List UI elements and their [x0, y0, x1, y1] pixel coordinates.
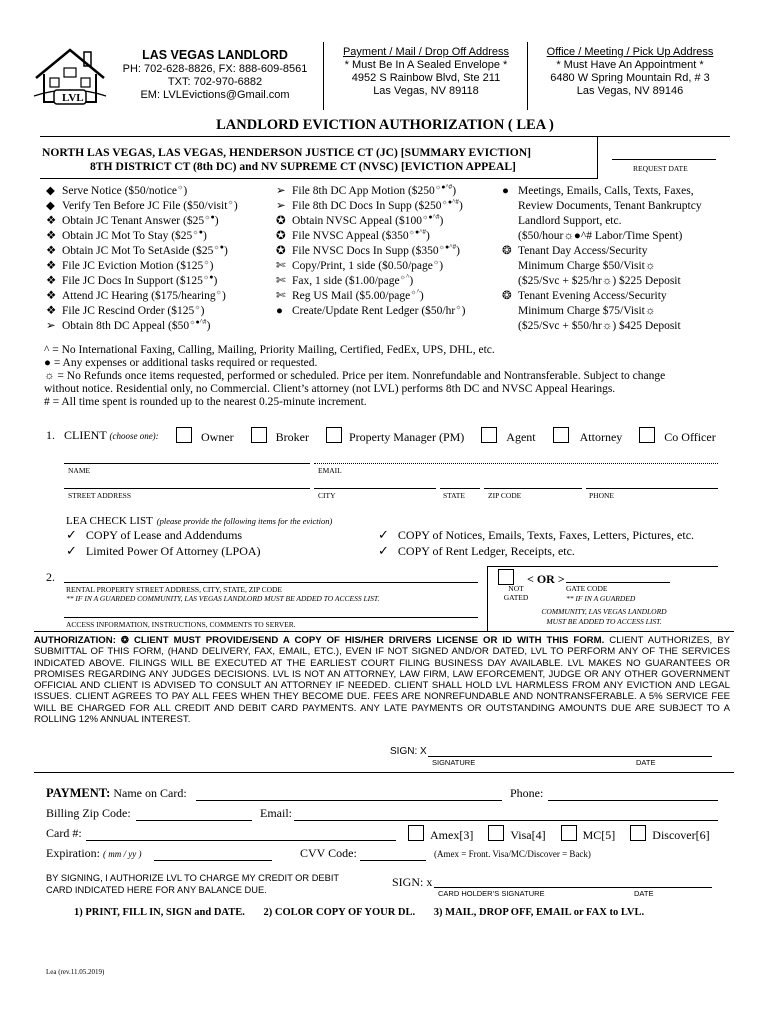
not-gated-label: NOT GATED [503, 584, 529, 602]
company-txt: TXT: 702-970-6882 [167, 76, 263, 88]
service-label: File NVSC Appeal ($350 [292, 230, 409, 242]
attorney-option-label: Attorney [579, 430, 623, 444]
card-signature-field[interactable] [434, 887, 620, 888]
bullet-icon: ❖ [46, 290, 57, 302]
payment-phone-field[interactable] [548, 800, 718, 801]
pm-option-label: Property Manager (PM) [348, 430, 465, 444]
bullet-icon: ✪ [276, 215, 286, 227]
note-no-refunds: ☼ = No Refunds once items requested, performed or scheduled. Price per item. Nonrefundable and Nontransferable. Subject to change [44, 370, 666, 382]
service-close-paren: ) [409, 275, 414, 287]
service-label: Verify Ten Before JC File ($50/visit [62, 200, 228, 212]
service-close-paren: ) [458, 200, 463, 212]
service-label: Landlord Support, etc. [518, 215, 622, 227]
service-item [502, 184, 702, 199]
amex-label: Amex[3] [430, 828, 474, 842]
authorization-lead: AUTHORIZATION: [34, 635, 116, 646]
street-label: STREET ADDRESS [68, 491, 131, 500]
payment-address-line1: 4952 S Rainbow Blvd, Ste 211 [351, 72, 501, 84]
payment-email-label: Email: [260, 806, 292, 820]
access-info-label: ACCESS INFORMATION, INSTRUCTIONS, COMMENTS TO SERVER. [66, 620, 296, 629]
name-on-card-field[interactable] [196, 800, 502, 801]
request-date-label: REQUEST DATE [633, 164, 688, 173]
bullet-icon: ❖ [46, 260, 57, 272]
service-item [276, 259, 465, 274]
service-label: Obtain 8th DC Appeal ($50 [62, 320, 190, 332]
service-item [276, 229, 465, 244]
company-phone: PH: 702-628-8826, FX: 888-609-8561 [122, 63, 308, 75]
service-item [46, 214, 238, 229]
bullet-icon: ❂ [502, 245, 512, 257]
service-close-paren: ) [222, 290, 226, 302]
expiration-format: ( mm / yy ) [103, 849, 142, 859]
payment-address-line2: Las Vegas, NV 89118 [373, 85, 479, 97]
company-name: LAS VEGAS LANDLORD [142, 48, 288, 62]
cvv-field[interactable] [360, 860, 426, 861]
service-label: File JC Docs In Support ($125 [62, 275, 203, 287]
service-footnote-marks: ☼● [213, 243, 225, 252]
note-international: ^ = No International Faxing, Calling, Mailing, Priority Mailing, Certified, FedEx, UPS, DHL, etc. [44, 344, 495, 356]
bullet-icon: ➢ [276, 185, 286, 197]
phone-label-payment: Phone: [510, 786, 544, 800]
co-officer-option[interactable] [639, 430, 715, 444]
service-close-paren: ) [439, 215, 444, 227]
billing-zip-field[interactable] [136, 820, 252, 821]
court-line-2 [90, 160, 516, 173]
service-footnote-marks: ☼ [176, 183, 184, 192]
service-label: Attend JC Hearing ($175/hearing [62, 290, 216, 302]
discover-label: Discover[6] [652, 828, 710, 842]
service-close-paren: ) [206, 320, 211, 332]
state-field[interactable] [440, 488, 480, 489]
service-label: Obtain JC Mot To SetAside ($25 [62, 245, 214, 257]
check-icon: ✓ [378, 527, 389, 542]
header-divider-2 [527, 42, 528, 110]
service-footnote-marks: ☼● [204, 213, 215, 222]
card-auth-text-1: BY SIGNING, I AUTHORIZE LVL TO CHARGE MY CREDIT OR DEBIT [46, 873, 340, 883]
service-item [46, 244, 238, 259]
service-item [502, 199, 702, 214]
service-label: Minimum Charge $50/Visit☼ [518, 260, 656, 272]
services-column-3 [502, 184, 702, 334]
service-item [502, 244, 702, 259]
service-close-paren: ) [426, 230, 430, 242]
service-label: Meetings, Emails, Calls, Texts, Faxes, [518, 185, 694, 197]
service-footnote-marks: ☼●^# [422, 213, 440, 222]
agent-checkbox[interactable] [481, 427, 497, 443]
service-close-paren: ) [456, 245, 460, 257]
bullet-icon: ❖ [46, 230, 57, 242]
service-footnote-marks: ☼● [192, 228, 203, 237]
checklist-item-lease: COPY of Lease and Addendums [85, 528, 243, 542]
bullet-icon: ➢ [46, 320, 56, 332]
bullet-icon: ➢ [276, 200, 286, 212]
phone-label: PHONE [589, 491, 615, 500]
service-label: Obtain NVSC Appeal ($100 [292, 215, 423, 227]
co-officer-option-label: Co Officer [664, 430, 716, 444]
bullet-icon: ❖ [46, 275, 57, 287]
court-line-2-text: 8TH DISTRICT CT (8th DC) and NV SUPREME CT (NVSC) [EVICTION APPEAL] [90, 160, 516, 173]
service-footnote-marks: ☼^ [399, 273, 410, 282]
service-footnote-marks: ☼●^# [189, 318, 207, 327]
services-column-2 [276, 184, 465, 319]
service-label: File 8th DC Docs In Supp ($250 [292, 200, 442, 212]
service-label: File JC Rescind Order ($125 [62, 305, 195, 317]
city-field[interactable] [314, 488, 436, 489]
service-item [502, 229, 702, 244]
service-label: ($25/Svc + $50/hr☼) $425 Deposit [518, 320, 681, 332]
service-footnote-marks: ☼● [202, 273, 214, 282]
if-guarded-note: ** IF IN A GUARDED [566, 594, 636, 603]
payment-rule [34, 772, 734, 773]
pm-option[interactable] [326, 430, 464, 444]
card-date-field[interactable] [620, 887, 712, 888]
note-rounding: # = All time spent is rounded up to the nearest 0.25-minute increment. [44, 396, 367, 408]
service-item [46, 259, 238, 274]
cvv-label: CVV Code: [300, 846, 357, 860]
service-item [46, 274, 238, 289]
payment-address-note: * Must Be In A Sealed Envelope * [344, 59, 508, 71]
service-footnote-marks: ☼●^# [434, 183, 453, 192]
service-item [276, 274, 465, 289]
or-label: < OR > [527, 572, 565, 586]
phone-field[interactable] [586, 488, 718, 489]
bullet-icon: ❂ [502, 290, 512, 302]
service-footnote-marks: ☼●^# [441, 198, 459, 207]
bullet-icon: ❖ [46, 215, 57, 227]
auth-signature-label: SIGNATURE [432, 758, 476, 767]
service-item [276, 289, 465, 304]
checklist-item-notices: COPY of Notices, Emails, Texts, Faxes, Letters, Pictures, etc. [397, 528, 695, 542]
bullet-icon: ✄ [276, 260, 286, 272]
client-options [176, 427, 716, 445]
cvv-note: (Amex = Front. Visa/MC/Discover = Back) [434, 849, 591, 859]
checklist-item-ledger: COPY of Rent Ledger, Receipts, etc. [397, 544, 575, 558]
form-title: LANDLORD EVICTION AUTHORIZATION ( LEA ) [216, 117, 554, 133]
authorization-body: CLIENT AUTHORIZES, BY SUBMITTAL OF THIS FORM, (HAND DELIVERY, FAX, EMAIL, ETC.), EVEN IF NOT SIGNED AND/OR DATED, LVL TO PERFORM ANY OF THE SERVICES INDICATED ABOVE. FILINGS WILL BE EXECUTED AT THE EARLIEST COURT FILING BUSINESS DAY AVAILABLE. LVL MAKES NO GUARANTEES OR PROMISES REGARDING ANY JUDGES DECISIONS. LVL IS NOT AN ATTORNEY, LAW FIRM, LAW EFORCEMENT, JUDGE OR ANY OTHER GOVERNMENT OFFICIAL AND CLIENT IS ADVISED TO CONSULT AN ATTORNEY IF NEEDED. CLIENT SHALL HOLD LVL HARMLESS FROM ANY EVICTION AND LEGAL ISSUES. CLIENT AGREES TO PAY ALL FEES WHEN THEY BECOME DUE. FEES ARE NONREFUNDABLE AND NONTRANSFERABLE. A 5% SERVICE FEE WILL BE CHARGED FOR ALL CREDIT AND DEBIT CARD PAYMENTS. ANY LATE PAYMENTS OR OUTSTANDING AMOUNTS DUE ARE SUBJECT TO A ROLLING 12% ANNUAL INTEREST. [34, 635, 731, 726]
bullet-icon: ✄ [276, 275, 286, 287]
service-close-paren: ) [214, 215, 219, 227]
court-box-divider [597, 137, 598, 179]
office-address-line2: Las Vegas, NV 89146 [576, 85, 684, 97]
visa-option[interactable] [488, 828, 545, 842]
guarded-note: ** IF IN A GUARDED COMMUNITY, LAS VEGAS LANDLORD MUST BE ADDED TO ACCESS LIST. [66, 594, 380, 603]
visa-checkbox[interactable] [488, 825, 504, 841]
owner-checkbox[interactable] [176, 427, 192, 443]
checklist-title: LEA CHECK LIST [66, 515, 153, 527]
service-label: Obtain JC Mot To Stay ($25 [62, 230, 193, 242]
access-info-field[interactable] [64, 617, 478, 618]
request-date-field[interactable] [612, 159, 716, 160]
rental-address-field[interactable] [64, 582, 478, 583]
bullet-icon: ❖ [46, 305, 57, 317]
payment-title: PAYMENT: [46, 786, 111, 800]
service-close-paren: ) [233, 200, 238, 212]
service-close-paren: ) [213, 275, 218, 287]
service-footnote-marks: ☼ [455, 303, 462, 312]
service-item [46, 229, 238, 244]
service-close-paren: ) [183, 185, 188, 197]
bullet-icon: ◆ [46, 185, 55, 197]
amex-checkbox[interactable] [408, 825, 424, 841]
service-label: Tenant Evening Access/Security [518, 290, 667, 302]
office-address-line1: 6480 W Spring Mountain Rd, # 3 [550, 72, 710, 84]
name-label: NAME [68, 466, 91, 475]
agent-option[interactable] [481, 430, 535, 444]
mc-option[interactable] [561, 828, 616, 842]
checklist-item-lpoa: Limited Power Of Attorney (LPOA) [85, 544, 261, 558]
street-field[interactable] [64, 488, 310, 489]
company-logo [30, 44, 110, 108]
card-auth-text-2: CARD INDICATED HERE FOR ANY BALANCE DUE. [46, 885, 267, 895]
service-item [276, 199, 465, 214]
broker-option-label: Broker [275, 430, 309, 444]
amex-option[interactable] [408, 828, 473, 842]
notes-block [44, 344, 734, 409]
service-label: ($25/Svc + $25/hr☼) $225 Deposit [518, 275, 681, 287]
service-label: Fax, 1 side ($1.00/page [292, 275, 400, 287]
pm-checkbox[interactable] [326, 427, 342, 443]
zip-field[interactable] [484, 488, 582, 489]
agent-option-label: Agent [506, 430, 536, 444]
client-number: 1. [46, 428, 55, 442]
service-item [502, 319, 702, 334]
service-label: File NVSC Docs In Supp ($350 [292, 245, 439, 257]
service-label: Reg US Mail ($5.00/page [292, 290, 411, 302]
service-close-paren: ) [461, 305, 466, 317]
owner-option-label: Owner [201, 430, 234, 444]
broker-checkbox[interactable] [251, 427, 267, 443]
service-item [276, 184, 465, 199]
gate-code-field[interactable] [566, 582, 670, 583]
card-date-label: DATE [634, 889, 654, 898]
service-close-paren: ) [209, 260, 214, 272]
check-icon: ✓ [66, 543, 77, 558]
service-footnote-marks: ☼ [215, 288, 223, 297]
office-address-title: Office / Meeting / Pick Up Address [546, 46, 714, 58]
service-item [46, 289, 238, 304]
court-box-bottom [40, 178, 598, 179]
header-divider-1 [323, 42, 324, 110]
service-item [46, 319, 238, 334]
co-officer-checkbox[interactable] [639, 427, 655, 443]
company-email: EM: LVLEvictions@Gmail.com [140, 89, 290, 101]
service-label: File 8th DC App Motion ($250 [292, 185, 435, 197]
state-label: STATE [443, 491, 465, 500]
email-label: EMAIL [318, 466, 342, 475]
billing-zip-label: Billing Zip Code: [46, 806, 131, 820]
auth-sign-prefix: SIGN: X [390, 746, 427, 757]
service-close-paren: ) [224, 245, 228, 257]
zip-label: ZIP CODE [488, 491, 522, 500]
service-item [46, 304, 238, 319]
auth-date-label: DATE [636, 758, 656, 767]
service-label: Create/Update Rent Ledger ($50/hr [292, 305, 456, 317]
service-item [502, 214, 702, 229]
service-item [502, 289, 702, 304]
attorney-option[interactable] [553, 430, 623, 444]
visa-label: Visa[4] [510, 828, 546, 842]
services-column-1 [46, 184, 238, 334]
discover-checkbox[interactable] [630, 825, 646, 841]
service-label: Minimum Charge $75/Visit☼ [518, 305, 656, 317]
mc-checkbox[interactable] [561, 825, 577, 841]
steps-row [74, 907, 644, 918]
bullet-icon: ✪ [276, 245, 286, 257]
note-residential: without notice. Residential only, no Commercial. Client’s attorney (not LVL) performs 8th DC and NVSC Appeal Hearings. [44, 383, 616, 395]
service-item [46, 184, 238, 199]
checklist-subtitle: (please provide the following items for the eviction) [156, 516, 333, 526]
authorization-text [34, 635, 730, 725]
authorization-id-requirement: ❂ CLIENT MUST PROVIDE/SEND A COPY OF HIS/HER DRIVERS LICENSE OR ID WITH THIS FORM. [120, 635, 605, 646]
rental-address-label: RENTAL PROPERTY STREET ADDRESS, CITY, STATE, ZIP CODE [66, 585, 283, 594]
bullet-icon: ❖ [46, 245, 57, 257]
city-label: CITY [318, 491, 336, 500]
owner-option[interactable] [176, 430, 234, 444]
service-label: ($50/hour☼●^# Labor/Time Spent) [518, 230, 683, 242]
card-number-field[interactable] [86, 840, 396, 841]
service-close-paren: ) [200, 305, 205, 317]
auth-date-field[interactable] [618, 756, 712, 757]
bullet-icon: ● [502, 185, 509, 197]
service-item [276, 214, 465, 229]
service-item [276, 304, 465, 319]
card-sign-prefix: SIGN: x [392, 875, 433, 889]
service-close-paren: ) [419, 290, 424, 302]
payment-email-field[interactable] [294, 820, 718, 821]
service-item [502, 259, 702, 274]
service-item [276, 244, 465, 259]
bullet-icon: ✪ [276, 230, 286, 242]
service-footnote-marks: ☼●^# [408, 228, 427, 237]
service-footnote-marks: ☼^ [410, 288, 420, 297]
not-gated-checkbox[interactable] [498, 569, 514, 585]
gate-code-label: GATE CODE [566, 584, 608, 593]
community-note-2: MUST BE ADDED TO ACCESS LIST. [546, 617, 662, 626]
expiration-label: Expiration: [46, 846, 100, 860]
service-footnote-marks: ☼ [227, 198, 234, 207]
check-icon: ✓ [378, 543, 389, 558]
community-note-1: COMMUNITY, LAS VEGAS LANDLORD [541, 607, 667, 616]
note-expenses: ● = Any expenses or additional tasks required or requested. [44, 357, 318, 369]
attorney-checkbox[interactable] [553, 427, 569, 443]
service-label: File JC Eviction Motion ($125 [62, 260, 204, 272]
service-label: Review Documents, Tenant Bankruptcy [518, 200, 702, 212]
service-label: Obtain JC Tenant Answer ($25 [62, 215, 205, 227]
card-type-options [408, 825, 710, 843]
step-2: 2) COLOR COPY OF YOUR DL. [263, 907, 416, 918]
logo-text: LVL [62, 92, 84, 104]
card-number-label: Card #: [46, 826, 82, 840]
revision-footer: Lea (rev.11.05.2019) [46, 968, 105, 976]
service-footnote-marks: ☼ [194, 303, 201, 312]
service-label: Copy/Print, 1 side ($0.50/page [292, 260, 433, 272]
broker-option[interactable] [251, 430, 309, 444]
name-field[interactable] [64, 463, 310, 464]
expiration-field[interactable] [154, 860, 272, 861]
auth-signature-field[interactable] [428, 756, 618, 757]
service-item [502, 274, 702, 289]
email-field[interactable] [314, 463, 718, 464]
court-line-1: NORTH LAS VEGAS, LAS VEGAS, HENDERSON JUSTICE CT (JC) [SUMMARY EVICTION] [42, 146, 531, 159]
service-label: Serve Notice ($50/notice [62, 185, 177, 197]
check-icon: ✓ [66, 527, 77, 542]
office-address-note: * Must Have An Appointment * [556, 59, 704, 71]
service-item [46, 199, 238, 214]
card-signature-label: CARD HOLDER’S SIGNATURE [438, 889, 545, 898]
service-footnote-marks: ☼ [203, 258, 210, 267]
property-number: 2. [46, 570, 55, 584]
service-item [502, 304, 702, 319]
mc-label: MC[5] [582, 828, 616, 842]
payment-address-title: Payment / Mail / Drop Off Address [342, 46, 510, 58]
bullet-icon: ◆ [46, 200, 55, 212]
service-close-paren: ) [202, 230, 207, 242]
service-close-paren: ) [439, 260, 444, 272]
name-on-card-label: Name on Card: [113, 786, 187, 800]
discover-option[interactable] [630, 828, 709, 842]
service-footnote-marks: ☼●^# [438, 243, 457, 252]
client-choose-hint: (choose one): [109, 431, 159, 441]
service-close-paren: ) [452, 185, 457, 197]
step-1: 1) PRINT, FILL IN, SIGN and DATE. [74, 907, 245, 918]
step-3: 3) MAIL, DROP OFF, EMAIL or FAX to LVL. [433, 907, 645, 918]
title-rule [40, 136, 730, 137]
bullet-icon: ✄ [276, 290, 286, 302]
service-footnote-marks: ☼ [432, 258, 440, 267]
service-label: Tenant Day Access/Security [518, 245, 648, 257]
bullet-icon: ● [276, 305, 283, 317]
client-label: CLIENT [64, 428, 107, 442]
authorization-rule [34, 631, 734, 632]
